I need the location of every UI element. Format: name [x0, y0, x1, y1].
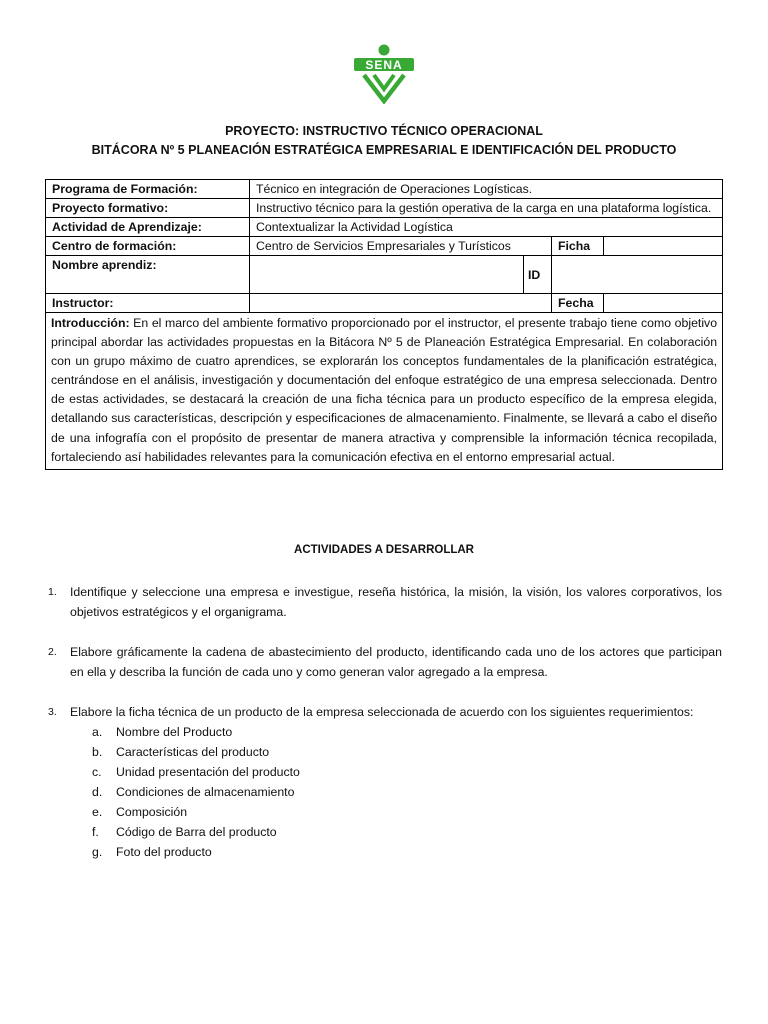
activity-number: 2. — [48, 646, 57, 658]
row-instructor — [46, 294, 723, 313]
fecha-field[interactable] — [604, 294, 723, 313]
ficha-field[interactable] — [604, 237, 723, 256]
instructor-field[interactable] — [250, 294, 552, 313]
nombre-label: Nombre aprendiz: — [46, 256, 250, 294]
requirement-letter: b. — [92, 745, 103, 759]
requirement-text: Código de Barra del producto — [116, 825, 277, 839]
requirement-item — [92, 802, 722, 822]
requirement-item — [92, 782, 722, 802]
activity-item — [46, 702, 722, 862]
actividad-value: Contextualizar la Actividad Logística — [250, 218, 723, 237]
activities-list — [46, 582, 722, 862]
info-table — [45, 179, 723, 470]
requirement-letter: d. — [92, 785, 103, 799]
requirement-letter: c. — [92, 765, 102, 779]
row-actividad — [46, 218, 723, 237]
activity-item — [46, 582, 722, 622]
requirement-text: Foto del producto — [116, 845, 212, 859]
requirement-letter: f. — [92, 825, 99, 839]
actividad-label: Actividad de Aprendizaje: — [46, 218, 250, 237]
requirement-item — [92, 762, 722, 782]
intro-label: Introducción: — [51, 316, 130, 330]
svg-text:SENA: SENA — [365, 58, 403, 72]
nombre-field[interactable] — [250, 256, 524, 294]
centro-value: Centro de Servicios Empresariales y Turísticos — [250, 237, 552, 256]
sena-logo — [352, 44, 416, 104]
activity-text: Identifique y seleccione una empresa e investigue, reseña histórica, la misión, la visión, los valores corporativos, los objetivos estratégicos y el organigrama. — [70, 585, 722, 619]
document-subtitle: BITÁCORA Nº 5 PLANEACIÓN ESTRATÉGICA EMPRESARIAL E IDENTIFICACIÓN DEL PRODUCTO — [91, 143, 677, 157]
activity-number: 1. — [48, 586, 57, 598]
requirement-item — [92, 822, 722, 842]
activity-text: Elabore gráficamente la cadena de abastecimiento del producto, identificando cada uno de los actores que participan en ella y describa la función de cada uno y como generan valor agregado a la empresa. — [70, 645, 722, 679]
requirement-item — [92, 842, 722, 862]
row-nombre — [46, 256, 723, 294]
document-title: PROYECTO: INSTRUCTIVO TÉCNICO OPERACIONAL — [225, 124, 543, 138]
activity-item — [46, 642, 722, 682]
requirements-list — [70, 722, 722, 862]
programa-label: Programa de Formación: — [46, 180, 250, 199]
row-programa — [46, 180, 723, 199]
requirement-letter: g. — [92, 845, 103, 859]
requirement-text: Unidad presentación del producto — [116, 765, 300, 779]
row-proyecto — [46, 199, 723, 218]
requirement-letter: a. — [92, 725, 103, 739]
requirement-item — [92, 742, 722, 762]
proyecto-value: Instructivo técnico para la gestión operativa de la carga en una plataforma logística. — [250, 199, 723, 218]
instructor-label: Instructor: — [46, 294, 250, 313]
id-label: ID — [524, 256, 552, 294]
activities-title: ACTIVIDADES A DESARROLLAR — [294, 544, 474, 556]
proyecto-label: Proyecto formativo: — [46, 199, 250, 218]
intro-text: En el marco del ambiente formativo proporcionado por el instructor, el presente trabajo tiene como objetivo principal abordar las actividades propuestas en la Bitácora Nº 5 de Planeación Estratégica Empresarial. En colaboración con un grupo máximo de cuatro aprendices, se explorarán los conceptos fundamentales de la planificación estratégica, centrándose en el análisis, investigación y documentación del enfoque estratégico de una empresa seleccionada. Dentro de estas actividades, se destacará la creación de una ficha técnica para un producto específico de la empresa elegida, detallando sus características, descripción y especificaciones de almacenamiento. Finalmente, se llevará a cabo el diseño de una infografía con el propósito de presentar de manera atractiva y comprensible la información técnica recopilada, fortaleciendo así habilidades relevantes para la comunicación efectiva en el entorno empresarial actual. — [51, 316, 718, 464]
requirement-text: Condiciones de almacenamiento — [116, 785, 295, 799]
activity-text: Elabore la ficha técnica de un producto de la empresa seleccionada de acuerdo con los siguientes requerimientos: — [70, 705, 694, 719]
requirement-text: Nombre del Producto — [116, 725, 233, 739]
programa-value: Técnico en integración de Operaciones Logísticas. — [250, 180, 723, 199]
centro-label: Centro de formación: — [46, 237, 250, 256]
requirement-text: Características del producto — [116, 745, 270, 759]
requirement-letter: e. — [92, 805, 103, 819]
requirement-item — [92, 722, 722, 742]
requirement-text: Composición — [116, 805, 188, 819]
ficha-label: Ficha — [552, 237, 604, 256]
id-field[interactable] — [552, 256, 723, 294]
row-introduccion — [46, 313, 723, 470]
fecha-label: Fecha — [552, 294, 604, 313]
activity-number: 3. — [48, 706, 57, 718]
row-centro — [46, 237, 723, 256]
intro-paragraph — [46, 313, 723, 470]
